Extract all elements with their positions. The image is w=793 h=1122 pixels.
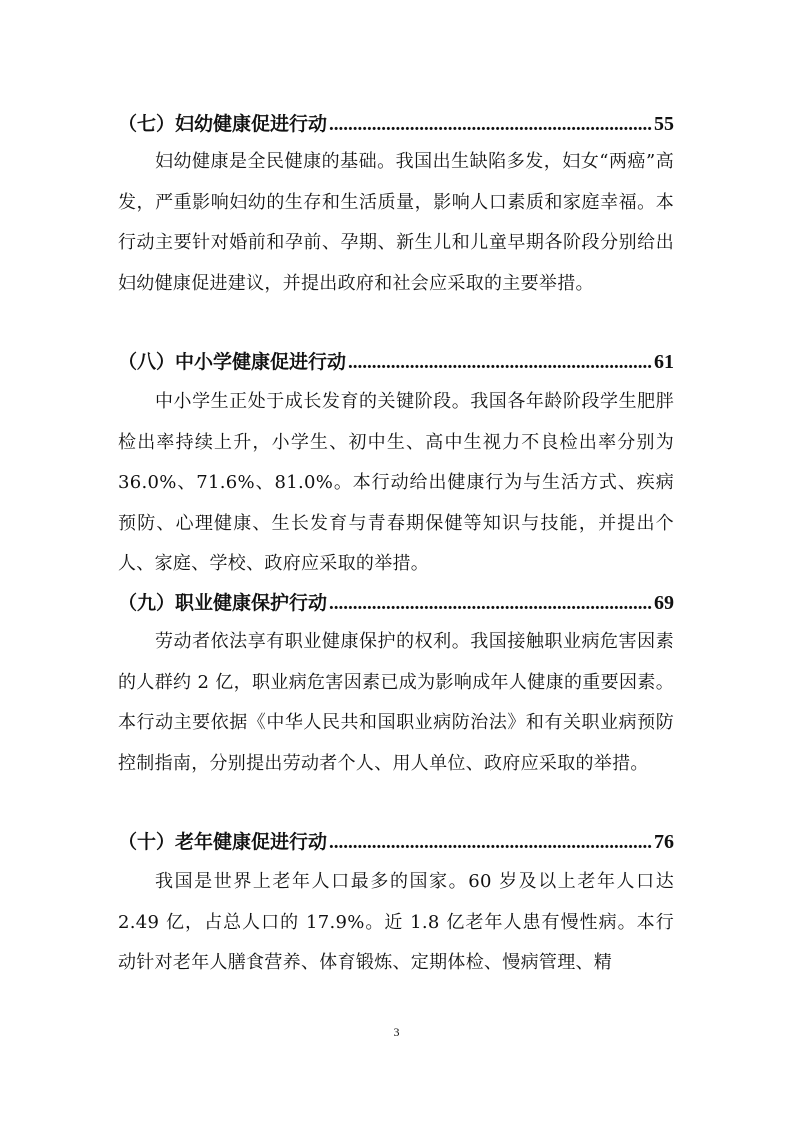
toc-entry-section-7[interactable] xyxy=(118,108,674,140)
toc-leader-dots xyxy=(329,588,652,620)
section-10-summary: 我国是世界上老年人口最多的国家。60 岁及以上老年人口达 2.49 亿，占总人口的 17.9%。近 1.8 亿老年人患有慢性病。本行动针对老年人膳食营养、体育锻炼、定期体检、慢病管理、精 xyxy=(118,871,674,973)
toc-entry-section-10[interactable] xyxy=(118,826,674,858)
toc-page-number: 61 xyxy=(654,351,674,373)
toc-leader-dots xyxy=(329,827,652,859)
toc-title: （七）妇幼健康促进行动 xyxy=(118,113,328,135)
toc-page-number: 69 xyxy=(654,592,674,614)
section-9-summary: 劳动者依法享有职业健康保护的权利。我国接触职业病危害因素的人群约 2 亿，职业病危害因素已成为影响成年人健康的重要因素。本行动主要依据《中华人民共和国职业病防治法》和有关职业病预防控制指南，分别提出劳动者个人、用人单位、政府应采取的举措。 xyxy=(118,631,674,774)
toc-leader-dots xyxy=(329,109,652,141)
toc-title: （十）老年健康促进行动 xyxy=(118,831,328,853)
toc-entry-section-9[interactable] xyxy=(118,587,674,619)
toc-title: （八）中小学健康促进行动 xyxy=(118,351,347,373)
toc-entry-section-8[interactable] xyxy=(118,346,674,378)
page-number: 3 xyxy=(393,1025,400,1039)
section-7-summary: 妇幼健康是全民健康的基础。我国出生缺陷多发，妇女“两癌”高发，严重影响妇幼的生存和生活质量，影响人口素质和家庭幸福。本行动主要针对婚前和孕前、孕期、新生儿和儿童早期各阶段分别给出妇幼健康促进建议，并提出政府和社会应采取的主要举措。 xyxy=(118,151,674,294)
toc-title: （九）职业健康保护行动 xyxy=(118,592,328,614)
toc-leader-dots xyxy=(348,347,652,379)
toc-page-number: 76 xyxy=(654,831,674,853)
toc-page-number: 55 xyxy=(654,113,674,135)
section-8-summary: 中小学生正处于成长发育的关键阶段。我国各年龄阶段学生肥胖检出率持续上升，小学生、初中生、高中生视力不良检出率分别为 36.0%、71.6%、81.0%。本行动给出健康行为与生活方式、疾病预防、心理健康、生长发育与青春期保健等知识与技能，并提出个人、家庭、学校、政府应采取的举措。 xyxy=(118,391,674,574)
